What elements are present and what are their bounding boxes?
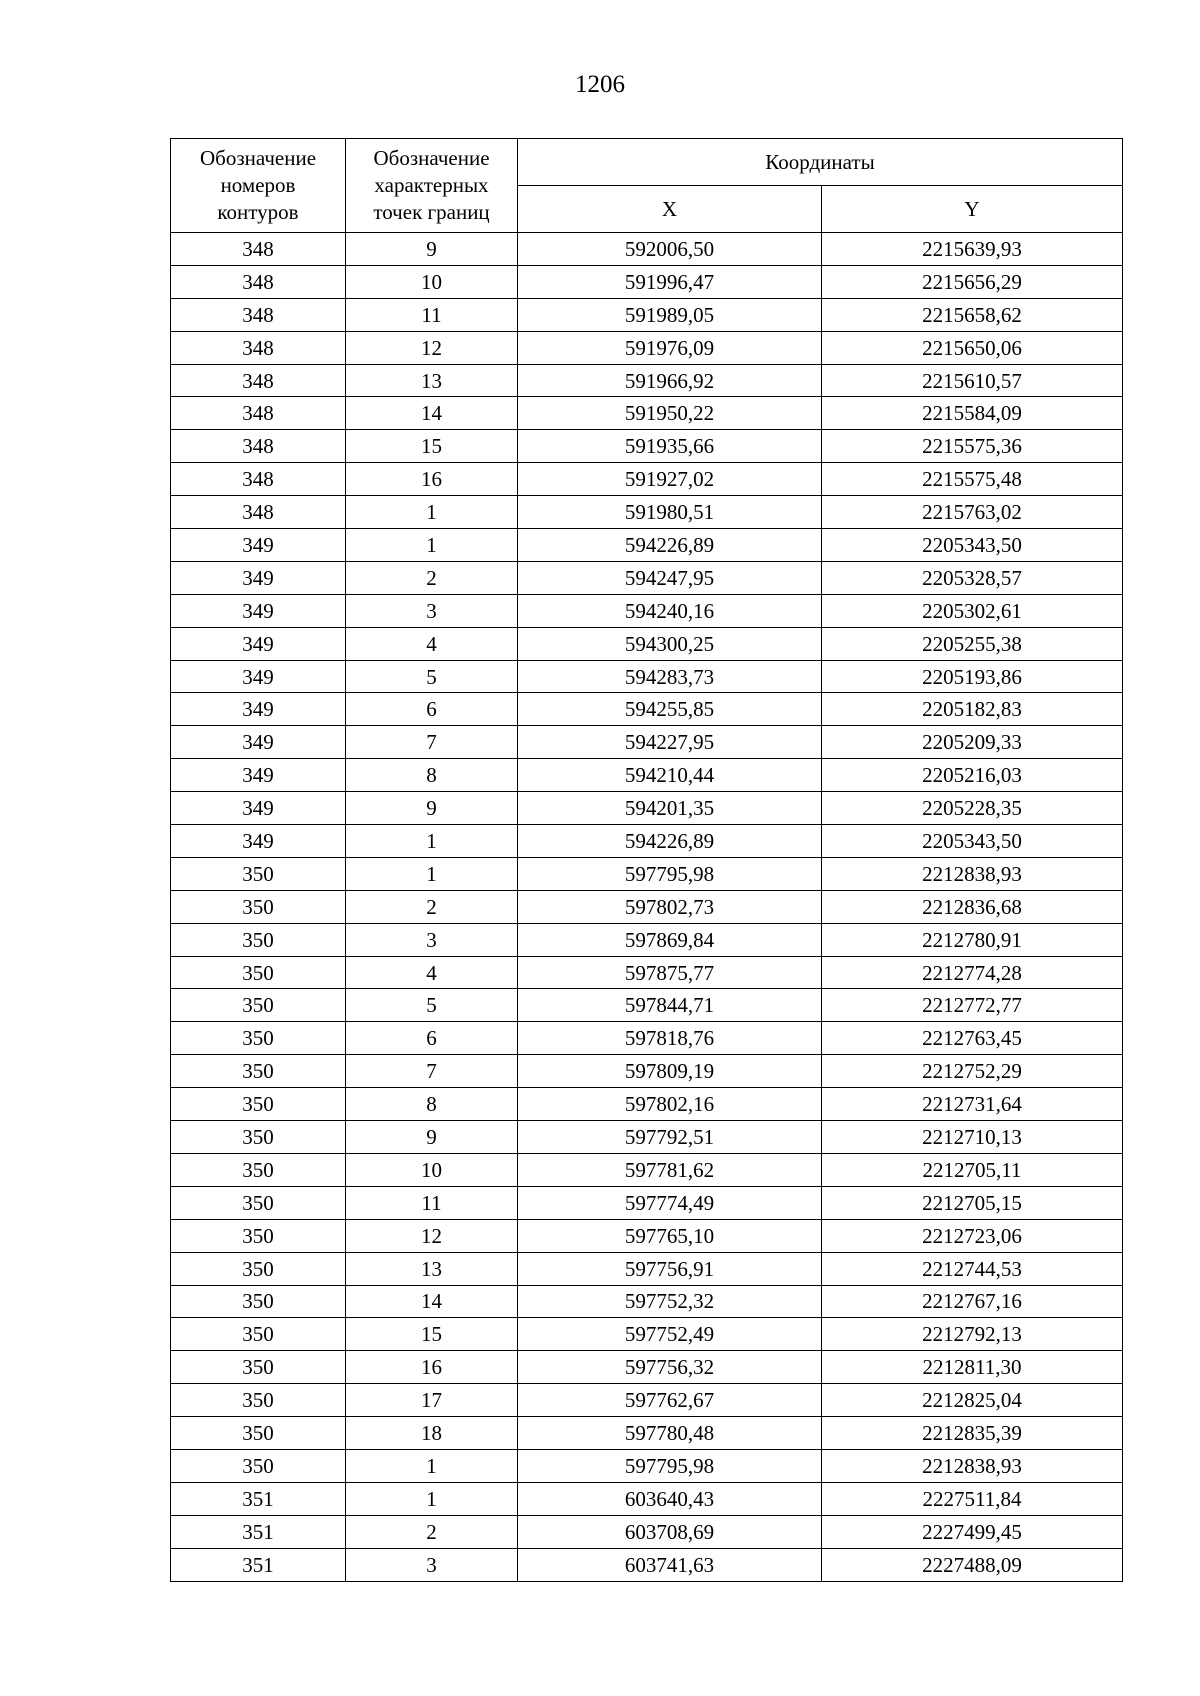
cell-y: 2212835,39 xyxy=(822,1417,1123,1450)
cell-contour-number: 350 xyxy=(171,1285,346,1318)
cell-contour-number: 350 xyxy=(171,1219,346,1252)
header-boundary-point: Обозначение характерных точек границ xyxy=(346,139,518,233)
cell-x: 591996,47 xyxy=(518,265,822,298)
cell-point-number: 2 xyxy=(346,1515,518,1548)
cell-x: 603741,63 xyxy=(518,1548,822,1581)
table-row xyxy=(171,792,1123,825)
cell-x: 603640,43 xyxy=(518,1482,822,1515)
cell-y: 2215650,06 xyxy=(822,331,1123,364)
cell-y: 2212705,11 xyxy=(822,1153,1123,1186)
cell-contour-number: 348 xyxy=(171,430,346,463)
cell-y: 2212838,93 xyxy=(822,857,1123,890)
table-row xyxy=(171,956,1123,989)
cell-point-number: 14 xyxy=(346,1285,518,1318)
cell-y: 2212811,30 xyxy=(822,1351,1123,1384)
table-row xyxy=(171,1515,1123,1548)
cell-contour-number: 350 xyxy=(171,1449,346,1482)
table-row xyxy=(171,1088,1123,1121)
cell-contour-number: 350 xyxy=(171,1384,346,1417)
cell-x: 597762,67 xyxy=(518,1384,822,1417)
cell-contour-number: 350 xyxy=(171,1088,346,1121)
table-row xyxy=(171,463,1123,496)
cell-x: 597756,91 xyxy=(518,1252,822,1285)
cell-contour-number: 350 xyxy=(171,1351,346,1384)
cell-y: 2212744,53 xyxy=(822,1252,1123,1285)
cell-y: 2227488,09 xyxy=(822,1548,1123,1581)
table-row xyxy=(171,1318,1123,1351)
cell-point-number: 9 xyxy=(346,233,518,266)
cell-x: 597752,49 xyxy=(518,1318,822,1351)
cell-x: 597752,32 xyxy=(518,1285,822,1318)
table-row xyxy=(171,331,1123,364)
cell-y: 2212731,64 xyxy=(822,1088,1123,1121)
table-row xyxy=(171,233,1123,266)
cell-x: 597795,98 xyxy=(518,1449,822,1482)
table-row xyxy=(171,890,1123,923)
cell-contour-number: 350 xyxy=(171,989,346,1022)
cell-contour-number: 349 xyxy=(171,627,346,660)
cell-contour-number: 351 xyxy=(171,1515,346,1548)
table-row xyxy=(171,627,1123,660)
cell-contour-number: 349 xyxy=(171,825,346,858)
table-row xyxy=(171,594,1123,627)
cell-y: 2215658,62 xyxy=(822,298,1123,331)
cell-y: 2205328,57 xyxy=(822,561,1123,594)
header-coordinates: Координаты xyxy=(518,139,1123,186)
cell-contour-number: 348 xyxy=(171,265,346,298)
cell-point-number: 2 xyxy=(346,561,518,594)
cell-point-number: 9 xyxy=(346,792,518,825)
cell-contour-number: 348 xyxy=(171,397,346,430)
cell-point-number: 9 xyxy=(346,1121,518,1154)
cell-contour-number: 350 xyxy=(171,1121,346,1154)
cell-point-number: 8 xyxy=(346,1088,518,1121)
cell-y: 2205302,61 xyxy=(822,594,1123,627)
cell-y: 2205343,50 xyxy=(822,825,1123,858)
cell-point-number: 4 xyxy=(346,627,518,660)
cell-contour-number: 349 xyxy=(171,693,346,726)
cell-point-number: 12 xyxy=(346,331,518,364)
cell-x: 594210,44 xyxy=(518,759,822,792)
table-row xyxy=(171,1482,1123,1515)
cell-point-number: 3 xyxy=(346,594,518,627)
cell-x: 594255,85 xyxy=(518,693,822,726)
cell-point-number: 17 xyxy=(346,1384,518,1417)
table-row xyxy=(171,529,1123,562)
cell-y: 2212705,15 xyxy=(822,1186,1123,1219)
cell-y: 2212780,91 xyxy=(822,923,1123,956)
cell-point-number: 1 xyxy=(346,857,518,890)
cell-x: 597781,62 xyxy=(518,1153,822,1186)
cell-x: 591966,92 xyxy=(518,364,822,397)
cell-point-number: 1 xyxy=(346,1449,518,1482)
cell-point-number: 1 xyxy=(346,1482,518,1515)
table-row xyxy=(171,1153,1123,1186)
cell-y: 2212774,28 xyxy=(822,956,1123,989)
cell-contour-number: 349 xyxy=(171,759,346,792)
cell-point-number: 3 xyxy=(346,923,518,956)
cell-y: 2212792,13 xyxy=(822,1318,1123,1351)
header-contour-number: Обозначение номеров контуров xyxy=(171,139,346,233)
cell-x: 594201,35 xyxy=(518,792,822,825)
cell-contour-number: 351 xyxy=(171,1482,346,1515)
cell-y: 2205255,38 xyxy=(822,627,1123,660)
cell-y: 2212767,16 xyxy=(822,1285,1123,1318)
cell-y: 2215584,09 xyxy=(822,397,1123,430)
cell-y: 2212723,06 xyxy=(822,1219,1123,1252)
table-row xyxy=(171,726,1123,759)
cell-y: 2205343,50 xyxy=(822,529,1123,562)
cell-contour-number: 350 xyxy=(171,857,346,890)
page-number: 1206 xyxy=(575,71,625,98)
cell-x: 597802,73 xyxy=(518,890,822,923)
cell-point-number: 5 xyxy=(346,660,518,693)
table-row xyxy=(171,1285,1123,1318)
cell-y: 2215639,93 xyxy=(822,233,1123,266)
cell-contour-number: 350 xyxy=(171,890,346,923)
cell-point-number: 7 xyxy=(346,726,518,759)
cell-x: 597818,76 xyxy=(518,1022,822,1055)
cell-contour-number: 350 xyxy=(171,1055,346,1088)
cell-x: 597756,32 xyxy=(518,1351,822,1384)
cell-point-number: 16 xyxy=(346,463,518,496)
cell-y: 2212752,29 xyxy=(822,1055,1123,1088)
cell-y: 2205193,86 xyxy=(822,660,1123,693)
cell-y: 2212772,77 xyxy=(822,989,1123,1022)
cell-contour-number: 349 xyxy=(171,792,346,825)
cell-contour-number: 349 xyxy=(171,594,346,627)
cell-point-number: 10 xyxy=(346,265,518,298)
cell-y: 2212825,04 xyxy=(822,1384,1123,1417)
cell-contour-number: 348 xyxy=(171,298,346,331)
cell-point-number: 3 xyxy=(346,1548,518,1581)
cell-point-number: 2 xyxy=(346,890,518,923)
cell-contour-number: 349 xyxy=(171,660,346,693)
cell-contour-number: 350 xyxy=(171,1318,346,1351)
cell-contour-number: 350 xyxy=(171,1153,346,1186)
coordinates-table xyxy=(170,138,1123,1582)
cell-x: 597809,19 xyxy=(518,1055,822,1088)
cell-point-number: 10 xyxy=(346,1153,518,1186)
cell-y: 2212710,13 xyxy=(822,1121,1123,1154)
table-row xyxy=(171,989,1123,1022)
table-row xyxy=(171,1186,1123,1219)
table-row xyxy=(171,1055,1123,1088)
table-row xyxy=(171,660,1123,693)
cell-point-number: 11 xyxy=(346,298,518,331)
cell-point-number: 6 xyxy=(346,693,518,726)
cell-point-number: 1 xyxy=(346,529,518,562)
cell-x: 594240,16 xyxy=(518,594,822,627)
table-row xyxy=(171,561,1123,594)
cell-x: 591950,22 xyxy=(518,397,822,430)
table-row xyxy=(171,1548,1123,1581)
cell-x: 597802,16 xyxy=(518,1088,822,1121)
table-row xyxy=(171,1252,1123,1285)
cell-x: 597792,51 xyxy=(518,1121,822,1154)
cell-contour-number: 348 xyxy=(171,463,346,496)
cell-point-number: 15 xyxy=(346,1318,518,1351)
table-row xyxy=(171,430,1123,463)
cell-y: 2215763,02 xyxy=(822,496,1123,529)
cell-y: 2212838,93 xyxy=(822,1449,1123,1482)
cell-point-number: 1 xyxy=(346,825,518,858)
cell-x: 594283,73 xyxy=(518,660,822,693)
cell-point-number: 12 xyxy=(346,1219,518,1252)
cell-x: 591980,51 xyxy=(518,496,822,529)
cell-x: 597774,49 xyxy=(518,1186,822,1219)
cell-point-number: 4 xyxy=(346,956,518,989)
cell-x: 597875,77 xyxy=(518,956,822,989)
header-x: X xyxy=(518,186,822,233)
cell-point-number: 13 xyxy=(346,1252,518,1285)
cell-contour-number: 351 xyxy=(171,1548,346,1581)
table-row xyxy=(171,759,1123,792)
cell-y: 2227511,84 xyxy=(822,1482,1123,1515)
cell-contour-number: 350 xyxy=(171,1252,346,1285)
cell-point-number: 13 xyxy=(346,364,518,397)
cell-y: 2212836,68 xyxy=(822,890,1123,923)
cell-x: 591976,09 xyxy=(518,331,822,364)
cell-contour-number: 349 xyxy=(171,561,346,594)
cell-x: 597844,71 xyxy=(518,989,822,1022)
cell-contour-number: 350 xyxy=(171,1022,346,1055)
cell-x: 594300,25 xyxy=(518,627,822,660)
table-body xyxy=(171,233,1123,1582)
cell-contour-number: 350 xyxy=(171,1186,346,1219)
table-row xyxy=(171,397,1123,430)
header-y: Y xyxy=(822,186,1123,233)
table-row xyxy=(171,923,1123,956)
cell-x: 597780,48 xyxy=(518,1417,822,1450)
cell-y: 2227499,45 xyxy=(822,1515,1123,1548)
cell-x: 592006,50 xyxy=(518,233,822,266)
table-row xyxy=(171,265,1123,298)
table-header xyxy=(171,139,1123,233)
cell-y: 2212763,45 xyxy=(822,1022,1123,1055)
cell-y: 2215575,36 xyxy=(822,430,1123,463)
cell-contour-number: 348 xyxy=(171,364,346,397)
table-row xyxy=(171,1121,1123,1154)
cell-point-number: 1 xyxy=(346,496,518,529)
cell-contour-number: 348 xyxy=(171,331,346,364)
table-row xyxy=(171,1022,1123,1055)
cell-point-number: 5 xyxy=(346,989,518,1022)
table-row xyxy=(171,496,1123,529)
cell-point-number: 18 xyxy=(346,1417,518,1450)
table-row xyxy=(171,364,1123,397)
cell-x: 594226,89 xyxy=(518,529,822,562)
cell-x: 594247,95 xyxy=(518,561,822,594)
cell-y: 2205228,35 xyxy=(822,792,1123,825)
table-row xyxy=(171,1417,1123,1450)
cell-point-number: 6 xyxy=(346,1022,518,1055)
cell-contour-number: 349 xyxy=(171,529,346,562)
table-row xyxy=(171,1351,1123,1384)
cell-x: 591935,66 xyxy=(518,430,822,463)
cell-contour-number: 348 xyxy=(171,496,346,529)
cell-x: 591989,05 xyxy=(518,298,822,331)
cell-y: 2215656,29 xyxy=(822,265,1123,298)
cell-x: 603708,69 xyxy=(518,1515,822,1548)
cell-x: 597765,10 xyxy=(518,1219,822,1252)
cell-contour-number: 350 xyxy=(171,1417,346,1450)
cell-y: 2205182,83 xyxy=(822,693,1123,726)
cell-contour-number: 348 xyxy=(171,233,346,266)
table-row xyxy=(171,1449,1123,1482)
table-row xyxy=(171,1384,1123,1417)
cell-point-number: 15 xyxy=(346,430,518,463)
table-row xyxy=(171,1219,1123,1252)
cell-point-number: 8 xyxy=(346,759,518,792)
cell-x: 594227,95 xyxy=(518,726,822,759)
cell-x: 591927,02 xyxy=(518,463,822,496)
cell-point-number: 11 xyxy=(346,1186,518,1219)
cell-y: 2205209,33 xyxy=(822,726,1123,759)
cell-x: 597869,84 xyxy=(518,923,822,956)
cell-x: 594226,89 xyxy=(518,825,822,858)
table-row xyxy=(171,298,1123,331)
table-row xyxy=(171,857,1123,890)
cell-point-number: 14 xyxy=(346,397,518,430)
cell-point-number: 7 xyxy=(346,1055,518,1088)
table-row xyxy=(171,825,1123,858)
cell-y: 2215575,48 xyxy=(822,463,1123,496)
cell-y: 2215610,57 xyxy=(822,364,1123,397)
cell-contour-number: 350 xyxy=(171,923,346,956)
cell-contour-number: 349 xyxy=(171,726,346,759)
cell-y: 2205216,03 xyxy=(822,759,1123,792)
cell-x: 597795,98 xyxy=(518,857,822,890)
cell-contour-number: 350 xyxy=(171,956,346,989)
cell-point-number: 16 xyxy=(346,1351,518,1384)
table-row xyxy=(171,693,1123,726)
